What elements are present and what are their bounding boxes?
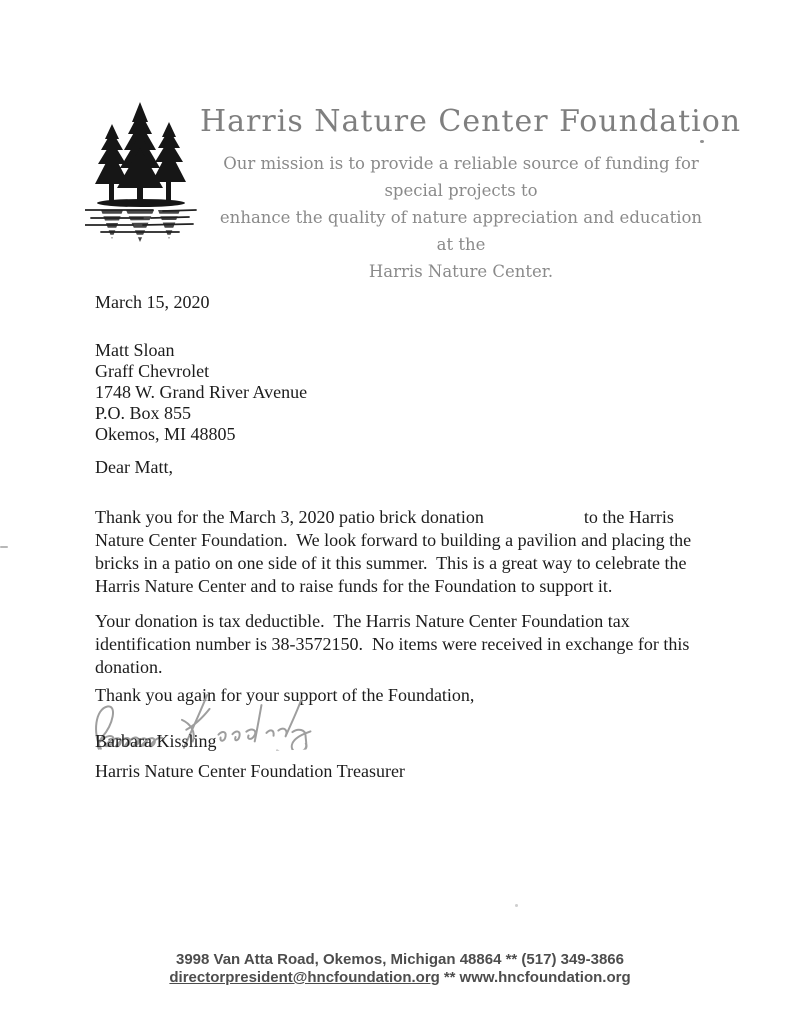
footer-address-phone: 3998 Van Atta Road, Okemos, Michigan 48864 ** (517) 349-3866 [176, 951, 624, 968]
mission-line-1: Our mission is to provide a reliable source of funding for special projects to [223, 154, 699, 200]
recipient-street: 1748 W. Grand River Avenue [95, 382, 308, 402]
paragraph-thank-you [95, 506, 727, 598]
salutation: Dear Matt, [95, 457, 173, 477]
scan-artifact-dot [700, 140, 704, 143]
footer-email: directorpresident@hncfoundation.org [169, 969, 440, 986]
letter-footer [0, 951, 800, 987]
paragraph-1-text-before-gap: Thank you for the March 3, 2020 patio brick donation [95, 507, 484, 527]
mission-line-3: Harris Nature Center. [368, 262, 554, 281]
recipient-pobox: P.O. Box 855 [95, 403, 192, 423]
closing-line: Thank you again for your support of the Foundation, [95, 685, 475, 705]
recipient-name: Matt Sloan [95, 340, 175, 360]
pine-trees-logo-icon [85, 98, 197, 246]
paragraph-1-text-after-gap: to the Harris Nature Center Foundation. We look forward to building a pavilion and placing the bricks in a patio on one side of it this summer. This is a great way to celebrate the Harris Nature Center and to raise funds for the Foundation to support it. [95, 507, 696, 596]
recipient-company: Graff Chevrolet [95, 361, 210, 381]
mission-line-2: enhance the quality of nature appreciation and education at the [219, 208, 703, 254]
signer-name: Barbara Kissling [95, 731, 217, 751]
footer-contact-line [0, 969, 800, 987]
recipient-address-block [95, 340, 307, 445]
scan-artifact-speck [515, 904, 518, 907]
signer-title: Harris Nature Center Foundation Treasurer [95, 761, 405, 781]
mission-statement [210, 150, 712, 285]
org-title: Harris Nature Center Foundation [200, 104, 742, 139]
footer-website: www.hncfoundation.org [459, 969, 631, 986]
recipient-city-state-zip: Okemos, MI 48805 [95, 424, 236, 444]
date-line: March 15, 2020 [95, 292, 210, 312]
scan-artifact-dash [0, 546, 8, 548]
footer-separator: ** [443, 969, 456, 986]
paragraph-tax-info: Your donation is tax deductible. The Harris Nature Center Foundation tax identification number is 38-3572150. No items were received in exchange for this donation. [95, 611, 694, 677]
